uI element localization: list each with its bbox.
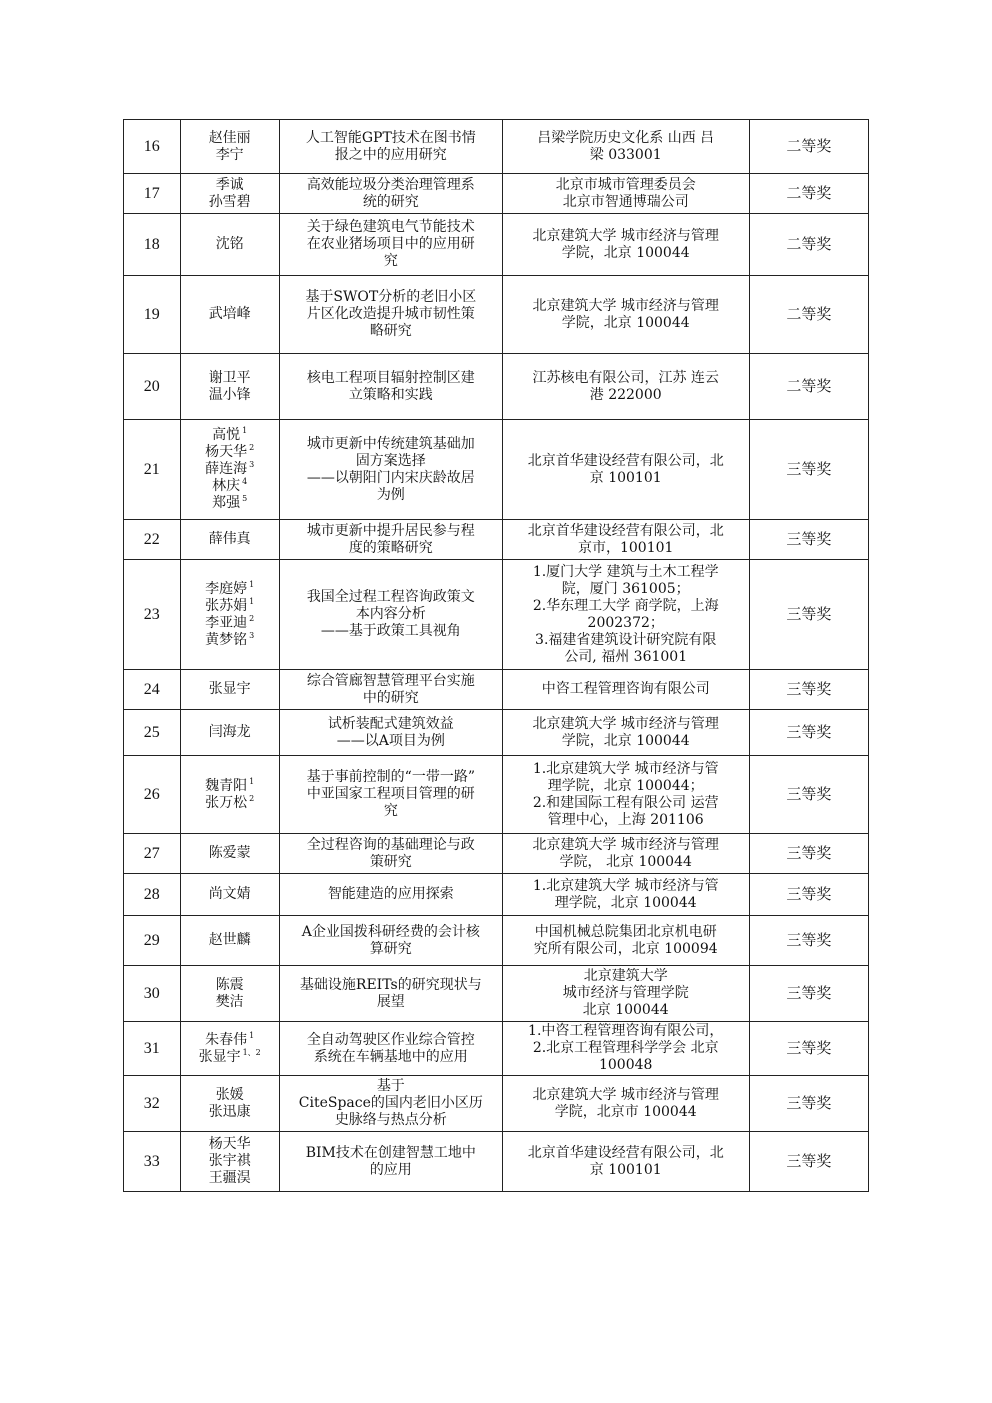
author-name: 闫海龙 <box>208 724 251 740</box>
author-line <box>185 681 275 698</box>
award-level: 三等奖 <box>749 520 868 560</box>
author-line <box>185 994 275 1011</box>
organization-line: 京市，100101 <box>577 539 674 556</box>
affiliation-marker: 1 <box>242 426 248 436</box>
author-name: 薛伟真 <box>208 531 251 547</box>
authors-cell <box>180 120 279 174</box>
organization-line: 北京建筑大学 <box>583 968 668 984</box>
paper-title-cell <box>279 966 502 1022</box>
organization-line: 北京首华建设经营有限公司，北 <box>527 452 724 469</box>
table-row <box>124 874 869 916</box>
author-line <box>185 615 275 632</box>
paper-title-line: 全过程咨询的基础理论与政 <box>306 836 475 853</box>
paper-title-cell <box>279 710 502 756</box>
author-line <box>185 306 275 323</box>
author-line <box>185 130 275 147</box>
paper-title-line: 中亚国家工程项目管理的研 <box>306 786 475 802</box>
organization-line: 北京建筑大学 城市经济与管理 <box>532 1086 719 1103</box>
paper-title-line: 度的策略研究 <box>348 539 433 556</box>
author-name: 李亚迪 <box>205 614 248 631</box>
organization-cell <box>502 1076 749 1132</box>
author-name: 张媛 <box>215 1086 244 1103</box>
table-row <box>124 1076 869 1132</box>
paper-title-line: 本内容分析 <box>355 606 426 622</box>
table-row <box>124 1022 869 1076</box>
row-number: 25 <box>124 710 181 756</box>
organization-cell <box>502 670 749 710</box>
paper-title-cell <box>279 120 502 174</box>
author-name: 魏青阳 <box>205 777 248 794</box>
row-number: 23 <box>124 560 181 670</box>
paper-title-line: 综合管廊智慧管理平台实施 <box>306 672 475 689</box>
paper-title-cell <box>279 276 502 354</box>
organization-line: 院，厦门 361005； <box>561 580 690 597</box>
author-line <box>185 236 275 253</box>
organization-line: 吕梁学院历史文化系 山西 吕 <box>537 129 715 146</box>
award-level: 三等奖 <box>749 966 868 1022</box>
organization-cell <box>502 276 749 354</box>
row-number: 30 <box>124 966 181 1022</box>
award-level: 三等奖 <box>749 670 868 710</box>
organization-cell <box>502 756 749 834</box>
organization-cell <box>502 354 749 420</box>
author-line <box>185 531 275 548</box>
organization-cell <box>502 874 749 916</box>
organization-cell <box>502 1022 749 1076</box>
paper-title-line: 的应用 <box>369 1161 412 1178</box>
paper-title-line: 算研究 <box>369 940 412 957</box>
author-line <box>185 1087 275 1104</box>
authors-cell <box>180 874 279 916</box>
author-name: 沈铭 <box>215 236 244 252</box>
organization-line: 北京建筑大学 城市经济与管理 <box>532 836 719 853</box>
paper-title-line: 在农业猪场项目中的应用研 <box>306 236 475 252</box>
paper-title-line: 片区化改造提升城市韧性策 <box>306 306 475 322</box>
paper-title-line: 为例 <box>376 486 405 503</box>
award-level: 三等奖 <box>749 1022 868 1076</box>
row-number: 33 <box>124 1132 181 1192</box>
organization-cell <box>502 1132 749 1192</box>
paper-title-cell <box>279 560 502 670</box>
author-name: 武培峰 <box>208 306 251 322</box>
row-number: 32 <box>124 1076 181 1132</box>
authors-cell <box>180 916 279 966</box>
organization-line: 北京建筑大学 城市经济与管理 <box>532 227 719 244</box>
authors-cell <box>180 420 279 520</box>
author-line <box>185 795 275 812</box>
author-name: 赵世麟 <box>208 932 251 948</box>
paper-title-line: ——基于政策工具视角 <box>320 623 461 639</box>
award-level: 二等奖 <box>749 120 868 174</box>
organization-line: 3.福建省建筑设计研究院有限 <box>535 631 717 648</box>
author-line <box>185 370 275 387</box>
paper-title-cell <box>279 174 502 214</box>
author-name: 郑强 <box>212 495 241 511</box>
paper-title-line: 究 <box>383 253 398 269</box>
organization-cell <box>502 560 749 670</box>
author-name: 张苏娟 <box>205 597 248 614</box>
paper-title-line: 立策略和实践 <box>348 386 433 403</box>
paper-title-line: 基于事前控制的“一带一路” <box>306 769 475 785</box>
paper-title-line: A企业国拨科研经费的会计核 <box>301 923 480 940</box>
organization-line: 1.中咨工程管理咨询有限公司， <box>528 1023 724 1039</box>
author-line <box>185 581 275 598</box>
author-name: 薛连海 <box>205 461 248 477</box>
organization-line: 理学院，北京 100044 <box>554 894 697 911</box>
organization-line: 港 222000 <box>589 386 662 403</box>
paper-title-line: 究 <box>383 803 398 819</box>
award-table <box>123 119 869 1192</box>
organization-line: 1.厦门大学 建筑与土木工程学 <box>532 563 719 580</box>
paper-title-line: 基于SWOT分析的老旧小区 <box>305 289 477 305</box>
author-line <box>185 444 275 461</box>
author-name: 陈震 <box>215 976 244 993</box>
affiliation-marker: 3 <box>249 460 255 470</box>
authors-cell <box>180 834 279 874</box>
table-row <box>124 214 869 276</box>
organization-line: 中咨工程管理咨询有限公司 <box>541 681 710 697</box>
author-line <box>185 1049 275 1066</box>
organization-line: 江苏核电有限公司，江苏 连云 <box>532 369 719 386</box>
row-number: 19 <box>124 276 181 354</box>
affiliation-marker: 2 <box>249 613 255 623</box>
authors-cell <box>180 1076 279 1132</box>
organization-line: 2002372； <box>587 614 664 631</box>
paper-title-line: 智能建造的应用探索 <box>327 886 454 902</box>
author-line <box>185 632 275 649</box>
organization-cell <box>502 214 749 276</box>
authors-cell <box>180 276 279 354</box>
organization-cell <box>502 710 749 756</box>
author-name: 孙雪碧 <box>208 193 251 210</box>
paper-title-line: 报之中的应用研究 <box>334 146 447 163</box>
table-row <box>124 520 869 560</box>
award-level: 二等奖 <box>749 174 868 214</box>
award-level: 三等奖 <box>749 560 868 670</box>
affiliation-marker: 4 <box>242 477 248 487</box>
organization-line: 学院，北京 100044 <box>561 244 690 261</box>
author-name: 张显宇 <box>198 1048 241 1065</box>
paper-title-line: 固方案选择 <box>355 452 426 469</box>
table-row <box>124 1132 869 1192</box>
table-row <box>124 174 869 214</box>
paper-title-cell <box>279 916 502 966</box>
organization-line: 1.北京建筑大学 城市经济与管 <box>532 877 719 894</box>
organization-line: 梁 033001 <box>589 146 662 163</box>
author-name: 杨天华 <box>208 1136 251 1152</box>
organization-line: 2.华东理工大学 商学院，上海 <box>532 597 719 614</box>
paper-title-line: 史脉络与热点分析 <box>334 1112 447 1128</box>
award-level: 二等奖 <box>749 276 868 354</box>
award-level: 三等奖 <box>749 710 868 756</box>
organization-line: 2.北京工程管理科学学会 北京 <box>532 1040 719 1056</box>
authors-cell <box>180 174 279 214</box>
author-name: 温小锋 <box>208 386 251 403</box>
award-level: 三等奖 <box>749 834 868 874</box>
organization-line: 100048 <box>598 1057 653 1073</box>
author-line <box>185 932 275 949</box>
author-name: 季诚 <box>215 176 244 193</box>
organization-line: 京 100101 <box>589 469 662 486</box>
organization-line: 究所有限公司，北京 100094 <box>533 940 718 957</box>
organization-cell <box>502 966 749 1022</box>
award-level: 三等奖 <box>749 1076 868 1132</box>
award-level: 三等奖 <box>749 916 868 966</box>
author-name: 杨天华 <box>205 444 248 460</box>
table-row <box>124 966 869 1022</box>
author-name: 谢卫平 <box>208 369 251 386</box>
row-number: 18 <box>124 214 181 276</box>
organization-line: 京 100101 <box>589 1161 662 1178</box>
author-line <box>185 977 275 994</box>
organization-cell <box>502 916 749 966</box>
authors-cell <box>180 520 279 560</box>
row-number: 16 <box>124 120 181 174</box>
organization-line: 北京建筑大学 城市经济与管理 <box>532 715 719 732</box>
paper-title-line: 试析装配式建筑效益 <box>327 715 454 732</box>
table-row <box>124 916 869 966</box>
paper-title-cell <box>279 670 502 710</box>
organization-line: 北京市智通博瑞公司 <box>562 193 689 210</box>
author-name: 赵佳丽 <box>208 129 251 146</box>
paper-title-cell <box>279 1132 502 1192</box>
organization-line: 理学院，北京 100044； <box>547 777 704 794</box>
author-line <box>185 147 275 164</box>
author-line <box>185 724 275 741</box>
row-number: 21 <box>124 420 181 520</box>
paper-title-cell <box>279 1076 502 1132</box>
affiliation-marker: 3 <box>249 630 255 640</box>
author-line <box>185 1104 275 1121</box>
author-line <box>185 461 275 478</box>
paper-title-line: ——以A项目为例 <box>336 732 445 749</box>
award-level: 二等奖 <box>749 214 868 276</box>
table-row <box>124 276 869 354</box>
organization-line: 中国机械总院集团北京机电研 <box>534 923 717 940</box>
table-row <box>124 354 869 420</box>
organization-line: 学院， 北京 100044 <box>559 853 692 870</box>
author-line <box>185 1170 275 1187</box>
affiliation-marker: 2 <box>249 443 255 453</box>
author-line <box>185 177 275 194</box>
affiliation-marker: 1 <box>249 776 255 786</box>
affiliation-marker: 1、2 <box>242 1047 261 1057</box>
row-number: 29 <box>124 916 181 966</box>
author-name: 张万松 <box>205 794 248 811</box>
organization-cell <box>502 420 749 520</box>
table-row <box>124 420 869 520</box>
organization-line: 公司, 福州 361001 <box>564 648 688 665</box>
authors-cell <box>180 966 279 1022</box>
organization-line: 学院，北京市 100044 <box>554 1103 697 1120</box>
award-level: 二等奖 <box>749 354 868 420</box>
author-line <box>185 886 275 903</box>
paper-title-line: CiteSpace的国内老旧小区历 <box>298 1095 483 1111</box>
organization-cell <box>502 120 749 174</box>
author-line <box>185 1136 275 1153</box>
organization-line: 学院，北京 100044 <box>561 314 690 331</box>
paper-title-line: 全自动驾驶区作业综合管控 <box>306 1031 475 1048</box>
author-name: 张迅康 <box>208 1103 251 1120</box>
paper-title-cell <box>279 214 502 276</box>
authors-cell <box>180 1022 279 1076</box>
author-line <box>185 598 275 615</box>
award-level: 三等奖 <box>749 874 868 916</box>
table-row <box>124 670 869 710</box>
author-name: 张宇祺 <box>208 1153 251 1169</box>
row-number: 17 <box>124 174 181 214</box>
author-name: 朱春伟 <box>205 1031 248 1048</box>
paper-title-cell <box>279 874 502 916</box>
table-row <box>124 120 869 174</box>
author-name: 王疆淏 <box>208 1170 251 1186</box>
paper-title-line: 我国全过程工程咨询政策文 <box>306 589 475 605</box>
affiliation-marker: 1 <box>249 596 255 606</box>
paper-title-line: 核电工程项目辐射控制区建 <box>306 369 475 386</box>
paper-title-line: 中的研究 <box>362 689 419 706</box>
organization-cell <box>502 174 749 214</box>
author-name: 张显宇 <box>208 681 251 697</box>
organization-cell <box>502 520 749 560</box>
author-line <box>185 778 275 795</box>
organization-line: 1.北京建筑大学 城市经济与管 <box>532 760 719 777</box>
paper-title-cell <box>279 520 502 560</box>
author-name: 陈爱蒙 <box>208 845 251 861</box>
paper-title-line: 人工智能GPT技术在图书情 <box>305 129 476 146</box>
author-name: 尚文婧 <box>208 886 251 902</box>
authors-cell <box>180 670 279 710</box>
paper-title-line: 关于绿色建筑电气节能技术 <box>306 219 475 235</box>
organization-line: 北京首华建设经营有限公司，北 <box>527 1144 724 1161</box>
award-level: 三等奖 <box>749 756 868 834</box>
award-level: 三等奖 <box>749 420 868 520</box>
paper-title-line: 高效能垃圾分类治理管理系 <box>306 176 475 193</box>
author-name: 李庭婷 <box>205 580 248 597</box>
award-level: 三等奖 <box>749 1132 868 1192</box>
row-number: 26 <box>124 756 181 834</box>
authors-cell <box>180 214 279 276</box>
authors-cell <box>180 710 279 756</box>
award-table-body <box>124 120 869 1192</box>
author-line <box>185 478 275 495</box>
organization-cell <box>502 834 749 874</box>
paper-title-line: ——以朝阳门内宋庆龄故居 <box>306 469 475 486</box>
organization-line: 2.和建国际工程有限公司 运营 <box>532 794 719 811</box>
row-number: 24 <box>124 670 181 710</box>
paper-title-cell <box>279 420 502 520</box>
paper-title-line: 基于 <box>376 1078 405 1094</box>
authors-cell <box>180 354 279 420</box>
author-line <box>185 427 275 444</box>
table-row <box>124 756 869 834</box>
paper-title-cell <box>279 756 502 834</box>
author-line <box>185 845 275 862</box>
organization-line: 北京 100044 <box>582 1002 669 1018</box>
author-name: 樊洁 <box>215 993 244 1010</box>
row-number: 31 <box>124 1022 181 1076</box>
table-row <box>124 834 869 874</box>
affiliation-marker: 1 <box>249 1030 255 1040</box>
author-name: 林庆 <box>212 478 241 494</box>
table-row <box>124 560 869 670</box>
paper-title-line: 城市更新中传统建筑基础加 <box>306 435 475 452</box>
authors-cell <box>180 560 279 670</box>
organization-line: 管理中心，上海 201106 <box>547 811 704 828</box>
paper-title-line: 城市更新中提升居民参与程 <box>306 522 475 539</box>
table-row <box>124 710 869 756</box>
organization-line: 学院，北京 100044 <box>561 732 690 749</box>
paper-title-line: 系统在车辆基地中的应用 <box>313 1048 468 1065</box>
paper-title-cell <box>279 354 502 420</box>
organization-line: 城市经济与管理学院 <box>562 985 689 1001</box>
paper-title-cell <box>279 1022 502 1076</box>
author-line <box>185 1032 275 1049</box>
paper-title-line: BIM技术在创建智慧工地中 <box>305 1144 476 1161</box>
organization-line: 北京市城市管理委员会 <box>555 176 696 193</box>
row-number: 20 <box>124 354 181 420</box>
affiliation-marker: 5 <box>242 494 248 504</box>
author-line <box>185 1153 275 1170</box>
organization-line: 北京首华建设经营有限公司，北 <box>527 522 724 539</box>
row-number: 28 <box>124 874 181 916</box>
author-line <box>185 495 275 512</box>
paper-title-line: 统的研究 <box>362 193 419 210</box>
row-number: 22 <box>124 520 181 560</box>
author-line <box>185 194 275 211</box>
paper-title-line: 展望 <box>376 993 405 1010</box>
paper-title-line: 基础设施REITs的研究现状与 <box>299 976 482 993</box>
paper-title-cell <box>279 834 502 874</box>
affiliation-marker: 2 <box>249 793 255 803</box>
paper-title-line: 略研究 <box>369 323 412 339</box>
organization-line: 北京建筑大学 城市经济与管理 <box>532 297 719 314</box>
authors-cell <box>180 1132 279 1192</box>
paper-title-line: 策研究 <box>369 853 412 870</box>
authors-cell <box>180 756 279 834</box>
author-name: 高悦 <box>212 427 241 443</box>
affiliation-marker: 1 <box>249 579 255 589</box>
author-name: 李宁 <box>215 146 244 163</box>
row-number: 27 <box>124 834 181 874</box>
author-line <box>185 387 275 404</box>
author-name: 黄梦铭 <box>205 631 248 648</box>
